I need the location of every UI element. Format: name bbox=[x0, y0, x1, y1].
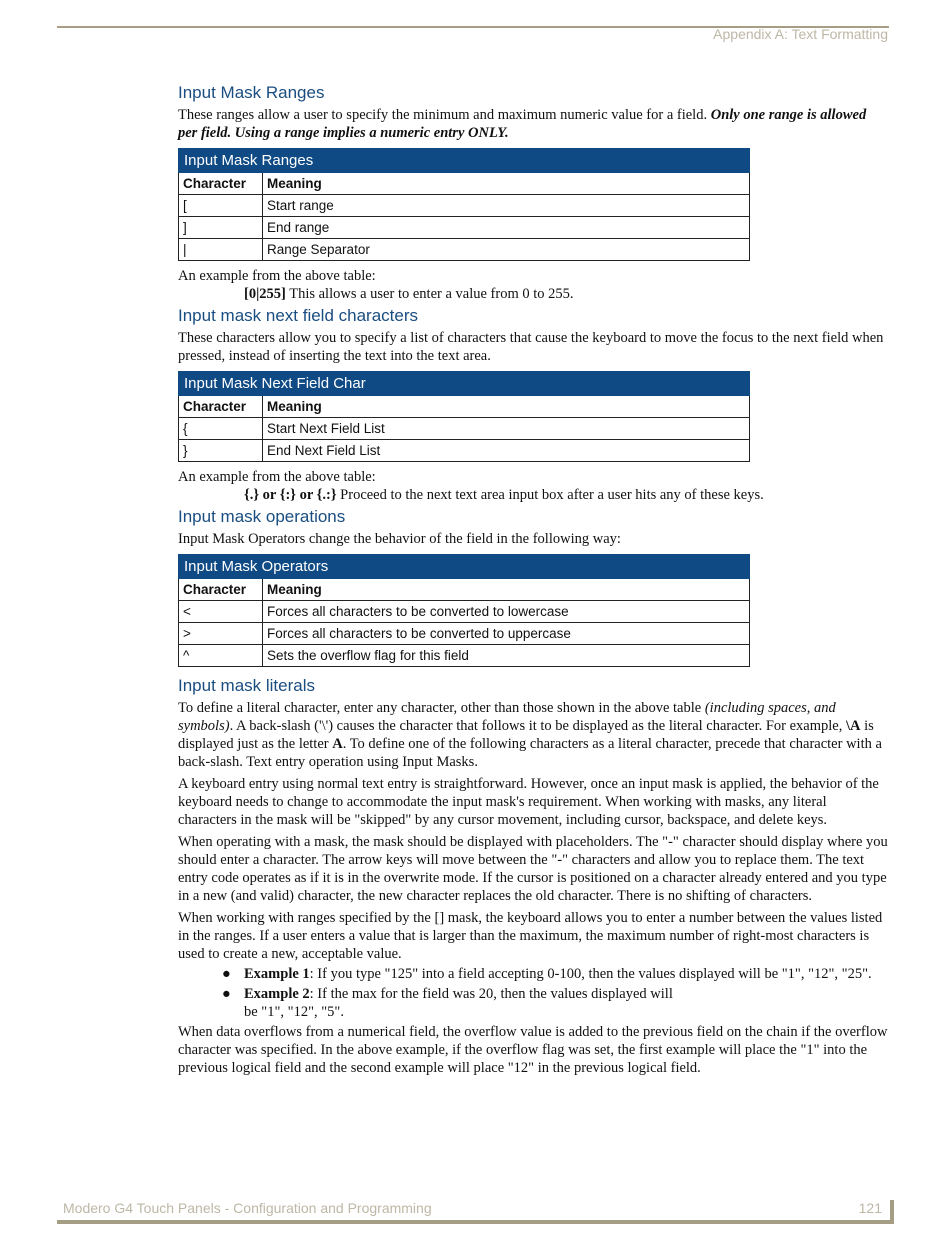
footer-corner bbox=[890, 1200, 894, 1222]
page-body bbox=[178, 80, 888, 1077]
heading-next-field: Input mask next field characters bbox=[178, 306, 419, 325]
literals-paragraph-3: When operating with a mask, the mask should be displayed with placeholders. The "-" character should display where you should enter a character. The arrow keys will move between the "-" characters and allow you to replace them. The text entry code operates as if it is in the overwrite mode. If the cursor is positioned on a character already entered and you type in a new (and valid) character, the new character replaces the old character. There is no shifting of characters. bbox=[178, 834, 888, 904]
table-row: ] End range bbox=[179, 217, 750, 239]
list-item: ● Example 2: If the max for the field was 20, then the values displayed will be "1", "12", "5". bbox=[222, 986, 673, 1020]
table-row: [ Start range bbox=[179, 195, 750, 217]
table-header-row: Character Meaning bbox=[179, 396, 750, 418]
table-row: | Range Separator bbox=[179, 239, 750, 261]
table-title: Input Mask Operators bbox=[179, 555, 750, 579]
table-row: ^ Sets the overflow flag for this field bbox=[179, 645, 750, 667]
ranges-intro: These ranges allow a user to specify the minimum and maximum numeric value for a field. Only one range is allowed per field. Using a range implies a numeric entry ONLY. bbox=[178, 107, 867, 141]
list-item: ● Example 1: If you type "125" into a field accepting 0-100, then the values displayed will be "1", "12", "25". bbox=[222, 966, 872, 982]
heading-input-mask-ranges: Input Mask Ranges bbox=[178, 83, 325, 102]
footer-rule bbox=[57, 1220, 894, 1224]
ranges-example-label: An example from the above table: bbox=[178, 268, 376, 284]
table-row: > Forces all characters to be converted to uppercase bbox=[179, 623, 750, 645]
literals-paragraph-4: When working with ranges specified by the [] mask, the keyboard allows you to enter a number between the values listed in the ranges. If a user enters a value that is larger than the maximum, the maximum number of right-most characters is used to create a new, acceptable value. bbox=[178, 910, 883, 962]
bullet-icon: ● bbox=[222, 966, 231, 982]
next-field-intro: These characters allow you to specify a list of characters that cause the keyboard to move the focus to the next field when pressed, instead of inserting the text into the text area. bbox=[178, 330, 884, 364]
footer-title: Modero G4 Touch Panels - Configuration and Programming bbox=[63, 1200, 432, 1216]
heading-operations: Input mask operations bbox=[178, 507, 346, 526]
next-field-example: {.} or {:} or {.:} Proceed to the next text area input box after a user hits any of these keys. bbox=[244, 487, 764, 503]
table-row: { Start Next Field List bbox=[179, 418, 750, 440]
page-number: 121 bbox=[858, 1200, 882, 1216]
literals-paragraph-5: When data overflows from a numerical field, the overflow value is added to the previous field on the chain if the overflow character was specified. In the above example, if the overflow flag was set, the first example will place the "1" into the previous logical field and the second example will place "12" in the previous logical field. bbox=[178, 1024, 888, 1076]
examples-list bbox=[178, 965, 888, 1021]
operators-table bbox=[178, 554, 750, 667]
literals-paragraph-1: To define a literal character, enter any character, other than those shown in the above table (including spaces, and symbols). A back-slash ('\') causes the character that follows it to be displayed as the literal character. For example, \A is displayed just as the letter A. To define one of the following characters as a literal character, precede that character with a back-slash. Text entry operation using Input Masks. bbox=[178, 700, 882, 770]
heading-literals: Input mask literals bbox=[178, 676, 315, 695]
table-header-row: Character Meaning bbox=[179, 579, 750, 601]
bullet-icon: ● bbox=[222, 986, 231, 1002]
next-field-example-label: An example from the above table: bbox=[178, 469, 376, 485]
ranges-example: [0|255] This allows a user to enter a value from 0 to 255. bbox=[244, 286, 574, 302]
operations-intro: Input Mask Operators change the behavior of the field in the following way: bbox=[178, 531, 621, 547]
running-header: Appendix A: Text Formatting bbox=[713, 26, 888, 42]
table-row: < Forces all characters to be converted to lowercase bbox=[179, 601, 750, 623]
literals-paragraph-2: A keyboard entry using normal text entry is straightforward. However, once an input mask is applied, the behavior of the keyboard needs to change to accommodate the input mask's requirement. When working with masks, any literal characters in the mask will be "skipped" by any cursor movement, including cursor, backspace, and delete keys. bbox=[178, 776, 879, 828]
ranges-table bbox=[178, 148, 750, 261]
table-title: Input Mask Next Field Char bbox=[179, 372, 750, 396]
table-title: Input Mask Ranges bbox=[179, 149, 750, 173]
table-row: } End Next Field List bbox=[179, 440, 750, 462]
table-header-row: Character Meaning bbox=[179, 173, 750, 195]
next-field-table bbox=[178, 371, 750, 462]
